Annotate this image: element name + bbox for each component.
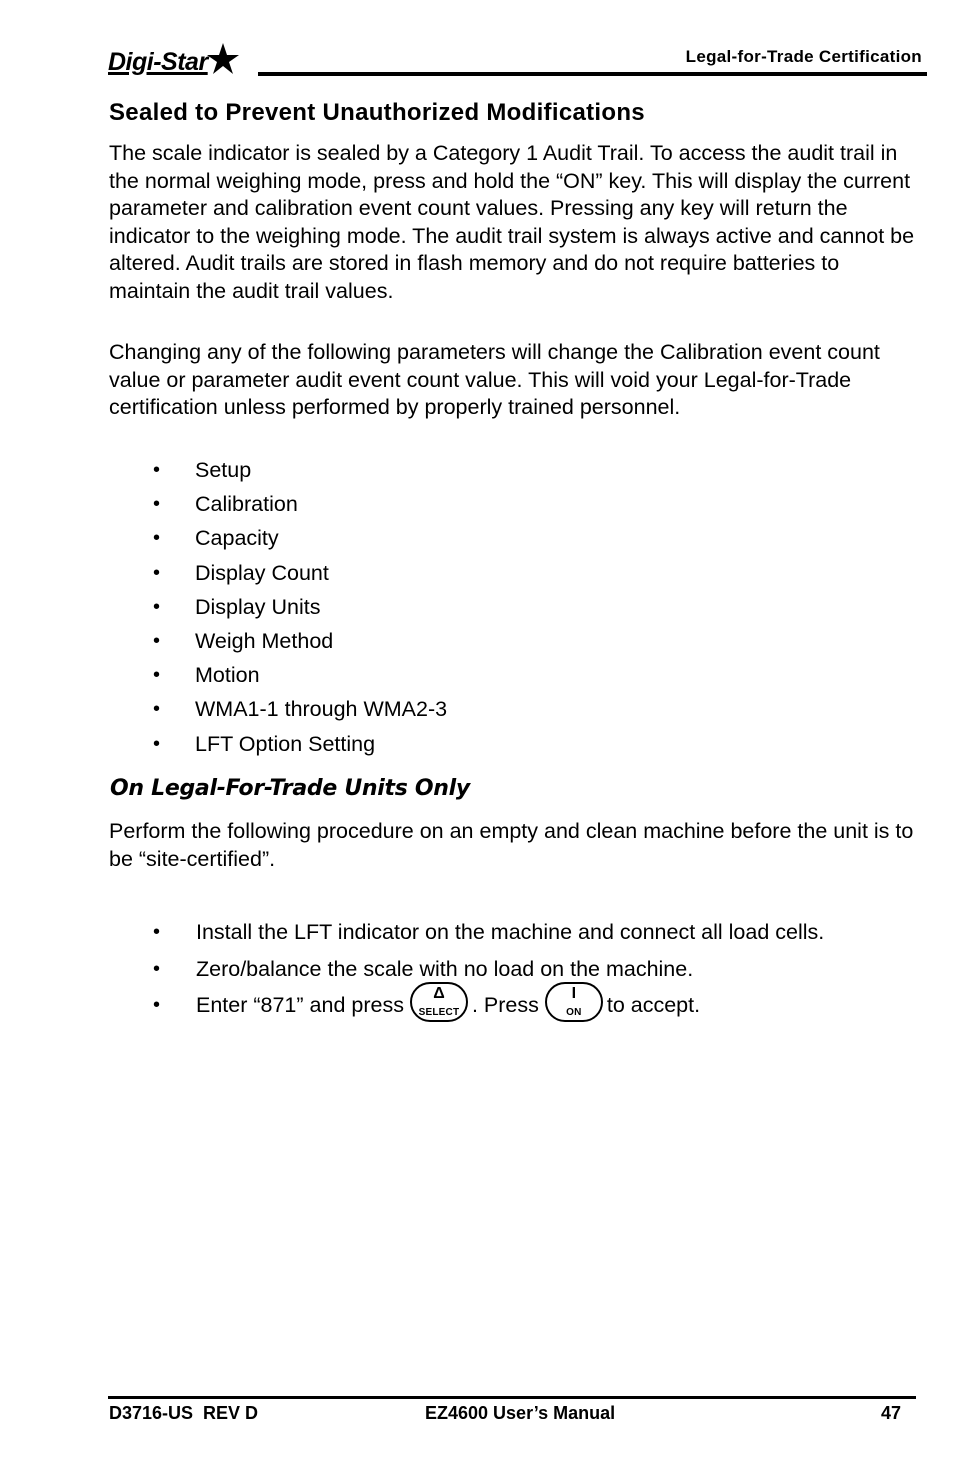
footer-rule	[108, 1396, 916, 1399]
list-item: • Capacity	[0, 521, 447, 555]
list-item: • Calibration	[0, 487, 447, 521]
header-title: Legal-for-Trade Certification	[685, 47, 922, 66]
on-key-icon: I ON	[545, 982, 603, 1022]
footer-doc-id: D3716-US REV D	[109, 1403, 259, 1423]
bullet: •	[153, 957, 161, 980]
bullet: •	[153, 459, 161, 481]
list-item: • Display Units	[0, 590, 447, 624]
bullet: •	[153, 994, 161, 1016]
list-item: • Install the LFT indicator on the machine and connect all load cells.	[0, 914, 824, 951]
list-item: • WMA1-1 through WMA2-3	[0, 692, 447, 726]
footer-page-number: 47	[880, 1403, 901, 1423]
bullet: •	[153, 561, 161, 584]
list-item: • Motion	[0, 658, 447, 692]
bullet: •	[153, 595, 161, 618]
parameter-list	[0, 453, 447, 761]
bullet: •	[153, 664, 161, 687]
list-item: • Weigh Method	[0, 624, 447, 658]
digi-star-logo	[108, 44, 240, 80]
list-item: • Zero/balance the scale with no load on the machine.	[0, 951, 824, 988]
bullet: •	[153, 630, 161, 653]
bullet: •	[153, 527, 161, 550]
procedure-steps	[0, 914, 824, 1024]
bullet: •	[153, 698, 161, 721]
section-heading-sealed: Sealed to Prevent Unauthorized Modifications	[109, 99, 645, 126]
footer-manual-title: EZ4600 User’s Manual	[425, 1403, 616, 1423]
audit-trail-paragraph: The scale indicator is sealed by a Category 1 Audit Trail. To access the audit trail in the normal weighing mode, press and hold the “ON” key. This will display the current parameter and calibration event count values. Pressing any key will return the indicator to the weighing mode. The audit trail system is always active and cannot be altered. Audit trails are stored in flash memory and do not require batteries to maintain the audit trail values.	[109, 141, 915, 303]
procedure-paragraph: Perform the following procedure on an empty and clean machine before the unit is to be “site-certified”.	[109, 819, 914, 871]
bullet: •	[153, 493, 161, 516]
select-key-icon: Δ SELECT	[410, 982, 468, 1022]
bullet: •	[153, 921, 161, 943]
list-item: • Setup	[0, 453, 447, 487]
parameters-paragraph: Changing any of the following parameters will change the Calibration event count value or parameter audit event count value. This will void your Legal-for-Trade certification unless performed by properly trained personnel.	[109, 340, 880, 420]
header-rule	[258, 72, 927, 76]
list-item: • Display Count	[0, 556, 447, 590]
star-icon	[206, 42, 240, 76]
list-item: • LFT Option Setting	[0, 727, 447, 761]
logo-text: Digi-Star	[108, 47, 208, 76]
bullet: •	[153, 732, 161, 755]
section-heading-lft-units: On Legal-For-Trade Units Only	[110, 776, 470, 801]
list-item: • Enter “871” and press Δ SELECT . Press I ON to accept.	[0, 987, 824, 1024]
